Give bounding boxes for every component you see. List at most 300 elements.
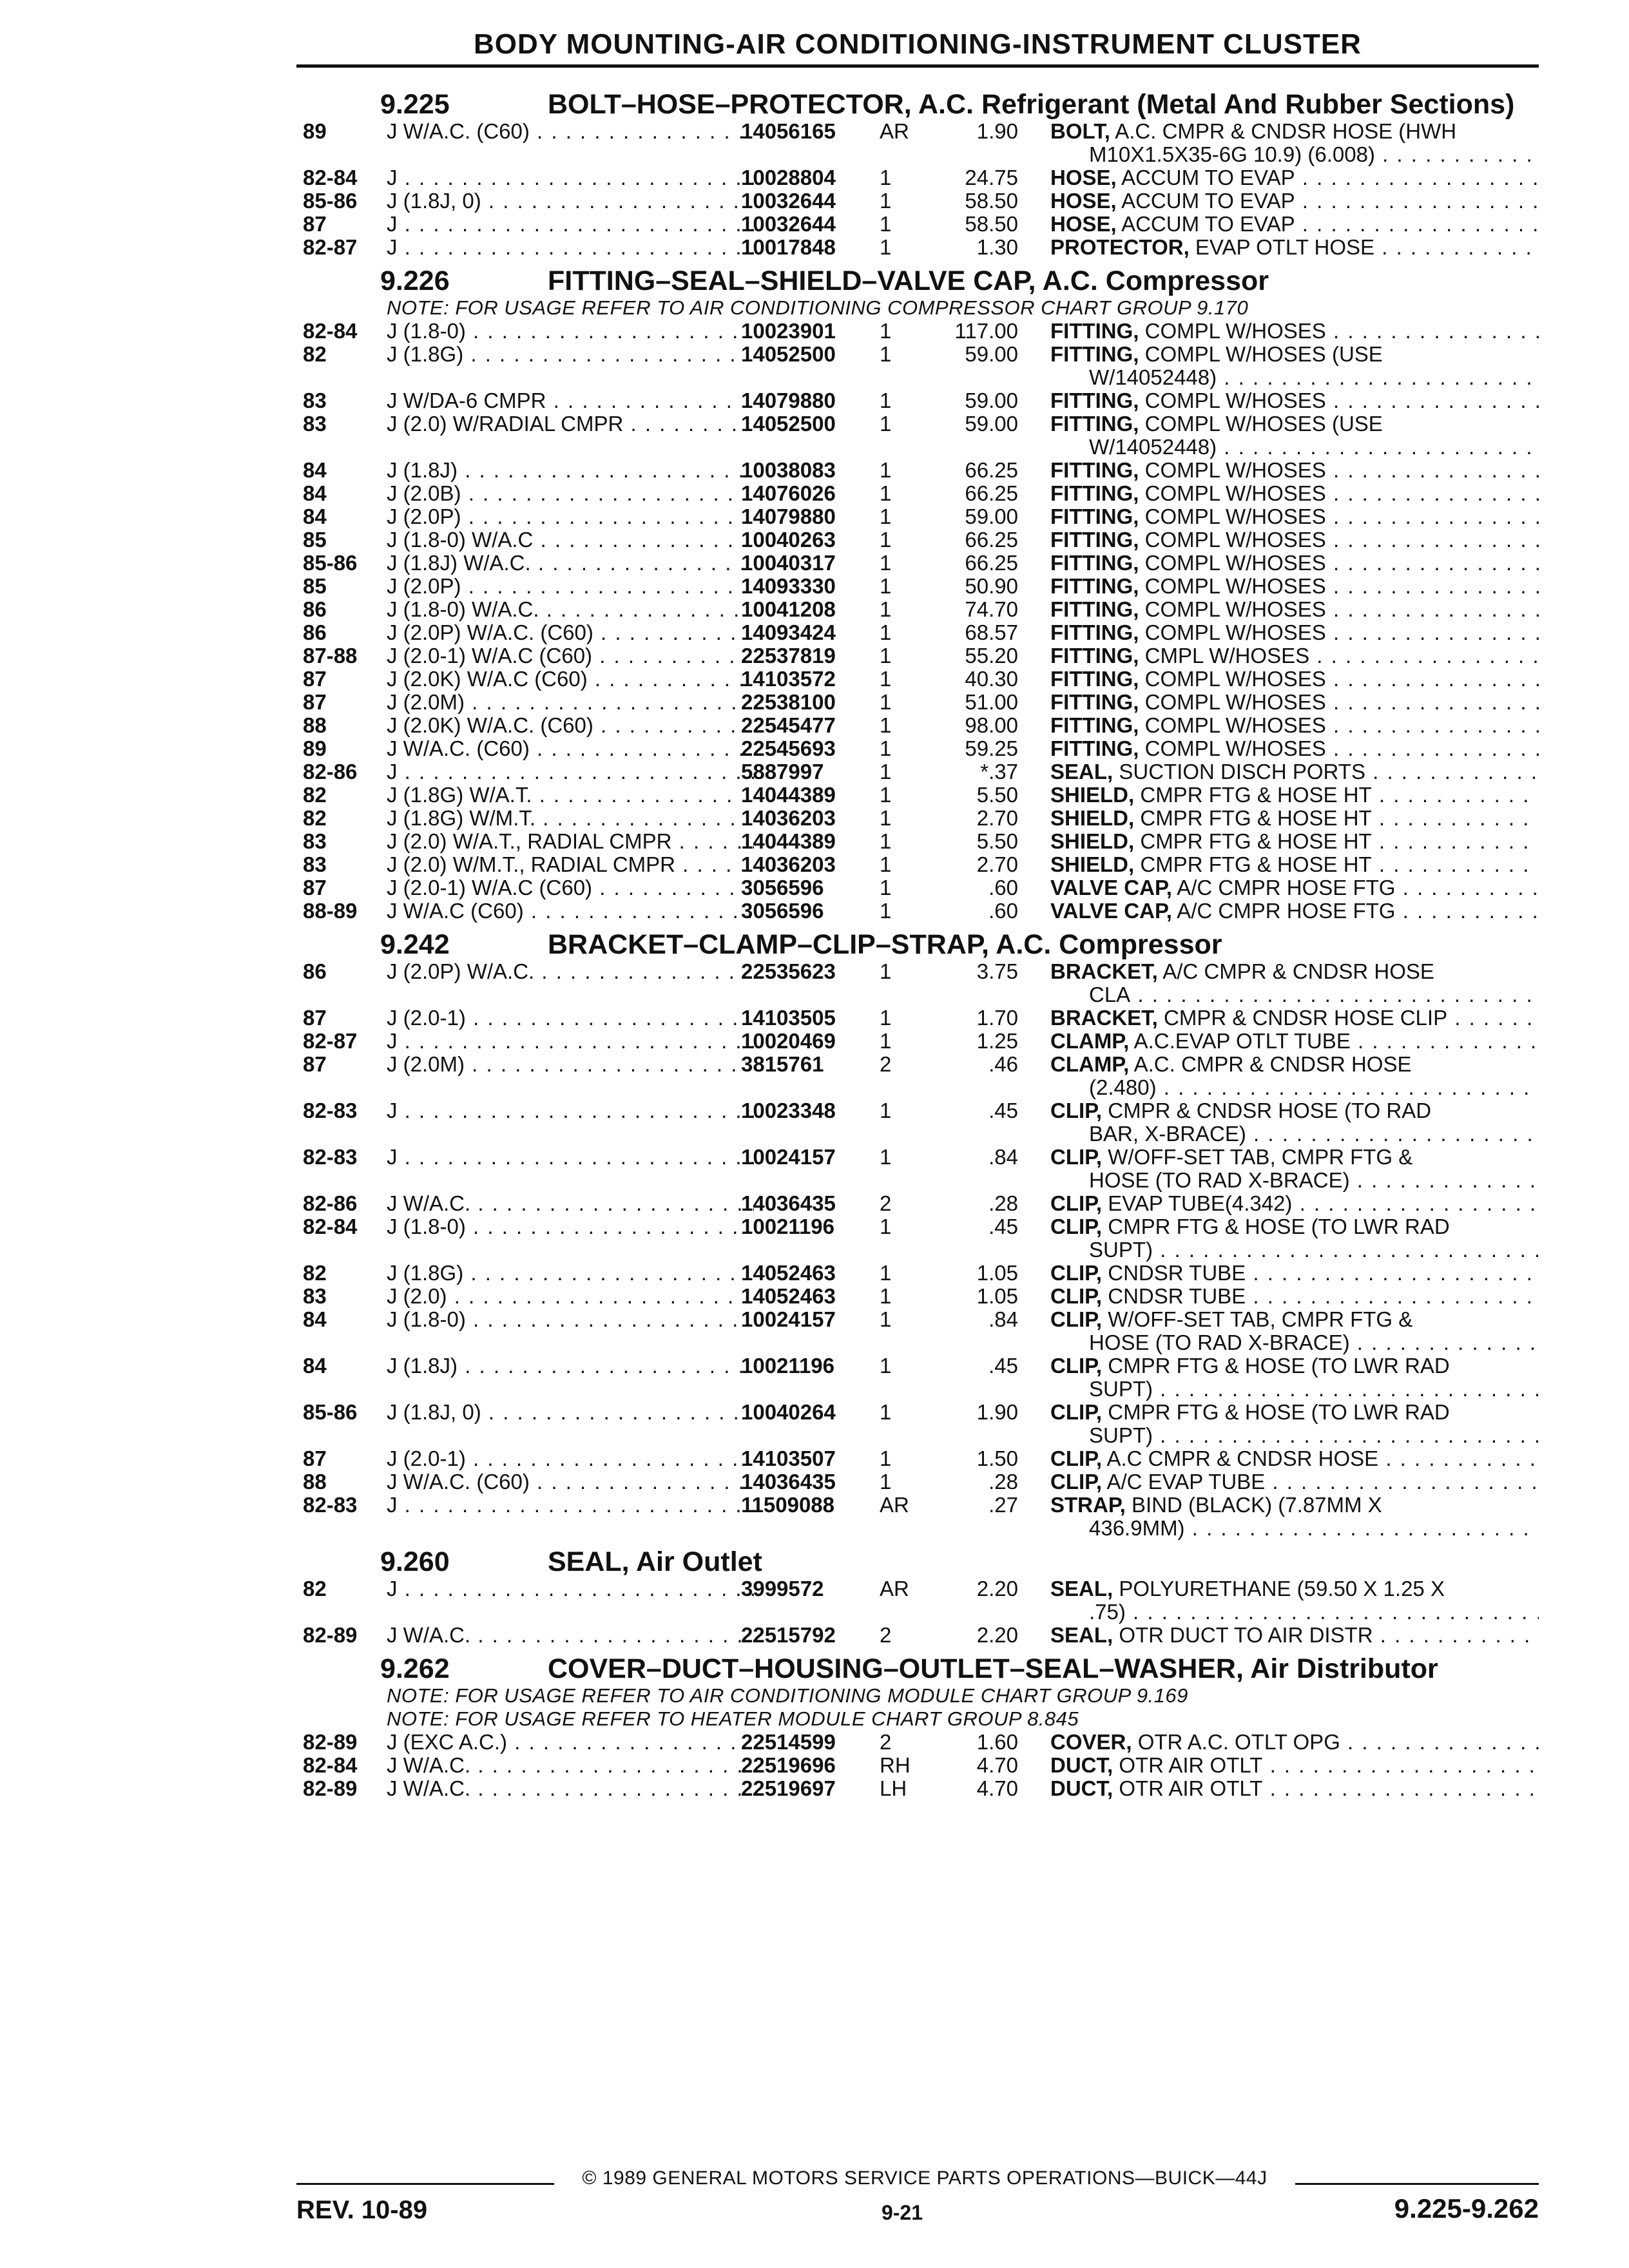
price: .84 [988, 1145, 1018, 1169]
description [1018, 120, 1539, 166]
description [1018, 1401, 1539, 1447]
description-continuation: SUPT) . . . [1050, 1238, 1539, 1262]
description-continuation: CLA . . . [1050, 983, 1539, 1006]
part-number: 22535623 [741, 959, 836, 983]
description-line [1050, 1146, 1539, 1169]
part-number: 14052463 [741, 1284, 836, 1308]
part-detail: A/C EVAP TUBE [1106, 1470, 1266, 1494]
model-year: 87 [303, 690, 327, 714]
part-detail: OTR DUCT TO AIR DISTR [1119, 1624, 1373, 1647]
part-row [303, 1401, 1539, 1447]
part-name: CLIP, [1050, 1470, 1103, 1494]
usage-note: NOTE: FOR USAGE REFER TO HEATER MODULE CHART GROUP 8.845 [387, 1707, 1079, 1730]
quantity: 1 [880, 189, 892, 213]
part-detail: W/OFF-SET TAB, CMPR FTG & [1108, 1146, 1413, 1169]
part-name: STRAP, [1050, 1494, 1126, 1517]
section-heading [380, 89, 1539, 120]
description-line [1050, 320, 1539, 343]
quantity: 1 [880, 412, 892, 436]
part-detail: CMPR FTG & HOSE (TO LWR RAD [1108, 1401, 1450, 1424]
model-year: 87 [303, 1446, 327, 1470]
quantity: 1 [880, 551, 892, 575]
part-row [303, 575, 1539, 598]
part-row [303, 1470, 1539, 1494]
quantity: 1 [880, 342, 892, 366]
application: J W/A.C. . . . [387, 1754, 754, 1777]
model-year: 83 [303, 389, 327, 412]
part-name: FITTING, [1050, 714, 1139, 737]
quantity: 1 [880, 166, 892, 189]
model-year: 82-86 [303, 1191, 358, 1215]
description-line [1050, 876, 1539, 899]
price: 74.70 [965, 597, 1018, 621]
description [1018, 1494, 1539, 1540]
price: .28 [988, 1191, 1018, 1215]
model-year: 82 [303, 783, 327, 807]
model-year: 82-84 [303, 166, 358, 189]
quantity: 2 [880, 1730, 892, 1754]
part-number: 22537819 [741, 644, 836, 668]
part-detail: COMPL W/HOSES [1144, 482, 1326, 505]
quantity: RH [880, 1753, 911, 1777]
section-number: 9.225 [380, 89, 450, 120]
description [1018, 737, 1539, 760]
part-detail: BIND (BLACK) (7.87MM X [1131, 1494, 1382, 1517]
part-row [303, 1215, 1539, 1262]
part-number: 22545693 [741, 736, 836, 760]
price: 55.20 [965, 644, 1018, 668]
footer-revision: REV. 10-89 [296, 2196, 428, 2224]
part-row [303, 120, 1539, 166]
description [1018, 1285, 1539, 1308]
price: 50.90 [965, 574, 1018, 598]
part-name: FITTING, [1050, 528, 1139, 552]
model-year: 83 [303, 829, 327, 853]
application: J (1.8J) . . . [387, 1354, 754, 1401]
price: 1.70 [976, 1006, 1018, 1030]
part-detail: A/C CMPR & CNDSR HOSE [1162, 960, 1434, 983]
description [1018, 1577, 1539, 1624]
model-year: 85 [303, 574, 327, 598]
part-detail: ACCUM TO EVAP [1121, 189, 1295, 213]
application: J . . . [387, 166, 754, 189]
quantity: 1 [880, 690, 892, 714]
part-detail: COMPL W/HOSES [1144, 505, 1326, 528]
quantity: 1 [880, 528, 892, 552]
part-detail: A/C CMPR HOSE FTG [1177, 876, 1396, 899]
application: J (1.8-0) . . . [387, 1308, 754, 1354]
description-line [1050, 691, 1539, 714]
part-number: 14056165 [741, 119, 836, 143]
application: J (2.0P) W/A.C. (C60) . . . [387, 621, 754, 644]
price: 66.25 [965, 481, 1018, 505]
description [1018, 1030, 1539, 1053]
model-year: 85-86 [303, 551, 358, 575]
part-row [303, 1146, 1539, 1192]
description [1018, 236, 1539, 259]
part-row [303, 1577, 1539, 1624]
part-detail: A.C. CMPR & CNDSR HOSE (HWH [1115, 120, 1457, 143]
part-number: 22515792 [741, 1623, 836, 1647]
part-name: CLIP, [1050, 1401, 1103, 1424]
section-heading [380, 1546, 1539, 1577]
part-number: 14036203 [741, 806, 836, 830]
description-line [1050, 1470, 1539, 1494]
part-detail: COMPL W/HOSES [1144, 528, 1326, 552]
part-number: 14103507 [741, 1446, 836, 1470]
description [1018, 1192, 1539, 1215]
description-line [1050, 853, 1539, 876]
price: 2.70 [976, 806, 1018, 830]
description [1018, 1006, 1539, 1030]
part-number: 14093330 [741, 574, 836, 598]
quantity: 2 [880, 1191, 892, 1215]
footer-rule-right [1295, 2183, 1539, 2185]
application: J . . . [387, 1146, 754, 1192]
part-name: COVER, [1050, 1731, 1132, 1754]
quantity: 1 [880, 899, 892, 923]
model-year: 82-83 [303, 1145, 358, 1169]
part-name: SEAL, [1050, 760, 1113, 783]
description [1018, 166, 1539, 189]
application: J W/DA-6 CMPR . . . [387, 389, 754, 412]
part-number: 3056596 [741, 899, 824, 923]
part-detail: CMPR FTG & HOSE (TO LWR RAD [1108, 1354, 1450, 1378]
part-number: 14103572 [741, 667, 836, 691]
part-row [303, 459, 1539, 482]
part-name: FITTING, [1050, 389, 1139, 412]
part-number: 10020469 [741, 1029, 836, 1053]
description-line [1050, 389, 1539, 412]
description-line [1050, 598, 1539, 621]
description [1018, 320, 1539, 343]
part-row [303, 1447, 1539, 1470]
application: J (1.8G) W/A.T. . . . [387, 783, 754, 807]
part-row [303, 166, 1539, 189]
application: J (2.0B) . . . [387, 482, 754, 505]
description-line [1050, 482, 1539, 505]
part-number: 14093424 [741, 620, 836, 644]
description-continuation: W/14052448) . . . [1050, 436, 1539, 459]
description-line [1050, 783, 1539, 807]
part-name: FITTING, [1050, 343, 1139, 366]
part-number: 10024157 [741, 1307, 836, 1331]
model-year: 85-86 [303, 1400, 358, 1424]
application: J . . . [387, 760, 754, 783]
price: 4.70 [976, 1753, 1018, 1777]
quantity: 1 [880, 1215, 892, 1238]
description-line [1050, 552, 1539, 575]
section-heading [380, 1653, 1539, 1684]
description [1018, 598, 1539, 621]
quantity: 1 [880, 760, 892, 783]
usage-note: NOTE: FOR USAGE REFER TO AIR CONDITIONING COMPRESSOR CHART GROUP 9.170 [387, 296, 1249, 319]
description-line [1050, 621, 1539, 644]
part-number: 10032644 [741, 189, 836, 213]
price: 66.25 [965, 551, 1018, 575]
description [1018, 389, 1539, 412]
description-line [1050, 343, 1539, 366]
part-name: DUCT, [1050, 1777, 1113, 1800]
application: J W/A.C. . . . [387, 1777, 754, 1800]
description [1018, 1754, 1539, 1777]
part-row [303, 552, 1539, 575]
quantity: 1 [880, 481, 892, 505]
part-name: CLIP, [1050, 1099, 1103, 1122]
application: J (2.0) W/A.T., RADIAL CMPR . . . [387, 830, 754, 853]
part-detail: CMPR & CNDSR HOSE (TO RAD [1108, 1099, 1432, 1122]
part-detail: CMPR FTG & HOSE HT [1140, 807, 1372, 830]
description [1018, 552, 1539, 575]
section-9-225 [303, 89, 1539, 259]
description [1018, 1146, 1539, 1192]
description-line [1050, 1401, 1539, 1424]
model-year: 82 [303, 342, 327, 366]
part-row [303, 1731, 1539, 1754]
part-row [303, 737, 1539, 760]
application: J (1.8J, 0) . . . [387, 1401, 754, 1447]
quantity: 1 [880, 1354, 892, 1378]
part-number: 14079880 [741, 389, 836, 412]
part-name: FITTING, [1050, 691, 1139, 714]
part-detail: CMPR FTG & HOSE HT [1140, 783, 1372, 807]
part-row [303, 1053, 1539, 1099]
application: J (2.0P) W/A.C. . . . [387, 960, 754, 1006]
part-row [303, 389, 1539, 412]
part-name: FITTING, [1050, 621, 1139, 644]
quantity: 1 [880, 597, 892, 621]
part-name: HOSE, [1050, 189, 1117, 213]
price: 1.60 [976, 1730, 1018, 1754]
description-line [1050, 1731, 1539, 1754]
part-detail: COMPL W/HOSES [1144, 714, 1326, 737]
description-line [1050, 1754, 1539, 1777]
header-rule [296, 64, 1539, 68]
price: 59.25 [965, 736, 1018, 760]
section-title: SEAL, Air Outlet [548, 1546, 762, 1577]
part-number: 14103505 [741, 1006, 836, 1030]
quantity: 1 [880, 806, 892, 830]
part-number: 3999572 [741, 1577, 824, 1600]
part-name: BRACKET, [1050, 960, 1158, 983]
description-line [1050, 1577, 1539, 1600]
application: J (1.8J) . . . [387, 459, 754, 482]
part-number: 14036435 [741, 1470, 836, 1494]
part-name: CLIP, [1050, 1262, 1103, 1285]
quantity: 1 [880, 574, 892, 598]
parts-listing [303, 82, 1539, 1800]
price: 1.30 [976, 235, 1018, 259]
part-detail: COMPL W/HOSES [1144, 668, 1326, 691]
application: J (1.8G) W/M.T. . . . [387, 807, 754, 830]
section-9-226 [303, 265, 1539, 923]
description-continuation: .75) . . . [1050, 1600, 1539, 1624]
quantity: LH [880, 1776, 907, 1800]
price: 66.25 [965, 458, 1018, 482]
part-name: FITTING, [1050, 644, 1139, 668]
description [1018, 668, 1539, 691]
description-line [1050, 575, 1539, 598]
application: J (2.0K) W/A.C (C60) . . . [387, 668, 754, 691]
model-year: 87 [303, 876, 327, 899]
description-line [1050, 1262, 1539, 1285]
footer-section-range: 9.225-9.262 [1394, 2193, 1539, 2224]
part-detail: CMPR FTG & HOSE HT [1140, 853, 1372, 876]
part-row [303, 1006, 1539, 1030]
description-line [1050, 714, 1539, 737]
description-continuation: SUPT) . . . [1050, 1424, 1539, 1447]
model-year: 87 [303, 1006, 327, 1030]
part-row [303, 853, 1539, 876]
part-detail: ACCUM TO EVAP [1121, 166, 1295, 189]
description [1018, 876, 1539, 899]
model-year: 82-84 [303, 1753, 358, 1777]
model-year: 88 [303, 1470, 327, 1494]
part-name: CLIP, [1050, 1354, 1103, 1378]
description [1018, 505, 1539, 528]
description-line [1050, 1099, 1539, 1122]
part-detail: CMPR FTG & HOSE HT [1140, 830, 1372, 853]
description-line [1050, 236, 1539, 259]
description-line [1050, 1215, 1539, 1238]
part-row [303, 807, 1539, 830]
description-line [1050, 1285, 1539, 1308]
section-9-242 [303, 929, 1539, 1540]
part-detail: CNDSR TUBE [1108, 1262, 1246, 1285]
model-year: 86 [303, 620, 327, 644]
part-row [303, 1262, 1539, 1285]
application: J (1.8J) W/A.C. . . . [387, 552, 754, 575]
description [1018, 213, 1539, 236]
part-name: FITTING, [1050, 552, 1139, 575]
model-year: 82-89 [303, 1776, 358, 1800]
application: J (2.0M) . . . [387, 691, 754, 714]
part-row [303, 783, 1539, 807]
description-line [1050, 644, 1539, 668]
quantity: 1 [880, 852, 892, 876]
part-row [303, 1494, 1539, 1540]
part-row [303, 189, 1539, 213]
part-number: 10038083 [741, 458, 836, 482]
usage-note: NOTE: FOR USAGE REFER TO AIR CONDITIONING MODULE CHART GROUP 9.169 [387, 1684, 1188, 1707]
application: J (2.0) W/M.T., RADIAL CMPR . . . [387, 853, 754, 876]
description-continuation: BAR, X-BRACE) . . . [1050, 1122, 1539, 1146]
description-continuation: SUPT) . . . [1050, 1378, 1539, 1401]
page-title: BODY MOUNTING-AIR CONDITIONING-INSTRUMENT CLUSTER [474, 28, 1362, 60]
part-detail: POLYURETHANE (59.50 X 1.25 X [1119, 1577, 1445, 1600]
model-year: 87 [303, 212, 327, 236]
section-heading [380, 929, 1539, 960]
quantity: 1 [880, 235, 892, 259]
part-detail: COMPL W/HOSES [1144, 598, 1326, 621]
part-name: CLAMP, [1050, 1053, 1130, 1076]
model-year: 86 [303, 959, 327, 983]
price: 68.57 [965, 620, 1018, 644]
description [1018, 1053, 1539, 1099]
part-row [303, 691, 1539, 714]
description-line [1050, 459, 1539, 482]
section-number: 9.262 [380, 1653, 450, 1684]
description-continuation: W/14052448) . . . [1050, 366, 1539, 389]
part-name: FITTING, [1050, 598, 1139, 621]
part-row [303, 621, 1539, 644]
application: J (2.0P) . . . [387, 575, 754, 598]
description-line [1050, 1354, 1539, 1378]
price: .60 [988, 899, 1018, 923]
quantity: 1 [880, 829, 892, 853]
part-row [303, 899, 1539, 923]
quantity: 1 [880, 1284, 892, 1308]
quantity: 1 [880, 1099, 892, 1122]
description-line [1050, 1447, 1539, 1470]
quantity: 1 [880, 783, 892, 807]
quantity: 1 [880, 1400, 892, 1424]
application: J (2.0M) . . . [387, 1053, 754, 1099]
model-year: 84 [303, 505, 327, 528]
part-detail: CNDSR TUBE [1108, 1285, 1246, 1308]
description-line [1050, 1006, 1539, 1030]
price: 66.25 [965, 528, 1018, 552]
part-detail: OTR A.C. OTLT OPG [1137, 1731, 1340, 1754]
application: J (1.8-0) . . . [387, 320, 754, 343]
part-row [303, 1192, 1539, 1215]
price: 1.05 [976, 1261, 1018, 1285]
application: J (1.8G) . . . [387, 343, 754, 389]
application: J (EXC A.C.) . . . [387, 1731, 754, 1754]
footer-page-number: 9-21 [881, 2201, 923, 2224]
part-row [303, 320, 1539, 343]
part-row [303, 505, 1539, 528]
part-name: FITTING, [1050, 482, 1139, 505]
part-number: 22514599 [741, 1730, 836, 1754]
part-name: SHIELD, [1050, 853, 1135, 876]
price: 3.75 [976, 959, 1018, 983]
description-continuation: HOSE (TO RAD X-BRACE) . . . [1050, 1331, 1539, 1354]
price: .27 [988, 1493, 1018, 1517]
part-number: 3056596 [741, 876, 824, 899]
description [1018, 575, 1539, 598]
part-name: CLIP, [1050, 1146, 1103, 1169]
application: J . . . [387, 1030, 754, 1053]
description [1018, 1308, 1539, 1354]
model-year: 87 [303, 1052, 327, 1076]
section-title: FITTING–SEAL–SHIELD–VALVE CAP, A.C. Compressor [548, 265, 1269, 296]
part-number: 22519697 [741, 1776, 836, 1800]
quantity: 1 [880, 1029, 892, 1053]
price: .45 [988, 1099, 1018, 1122]
price: 1.90 [976, 119, 1018, 143]
quantity: 1 [880, 959, 892, 983]
model-year: 87 [303, 667, 327, 691]
part-name: DUCT, [1050, 1754, 1113, 1777]
application: J (2.0) . . . [387, 1285, 754, 1308]
section-9-260 [303, 1546, 1539, 1647]
part-detail: CMPL W/HOSES [1144, 644, 1310, 668]
description [1018, 760, 1539, 783]
description-line [1050, 960, 1539, 983]
description [1018, 343, 1539, 389]
description [1018, 459, 1539, 482]
model-year: 86 [303, 597, 327, 621]
part-number: 14044389 [741, 783, 836, 807]
quantity: 1 [880, 713, 892, 737]
price: 117.00 [954, 319, 1018, 343]
part-row [303, 412, 1539, 459]
part-name: FITTING, [1050, 320, 1139, 343]
model-year: 83 [303, 412, 327, 436]
quantity: 2 [880, 1623, 892, 1647]
price: 2.20 [976, 1577, 1018, 1600]
